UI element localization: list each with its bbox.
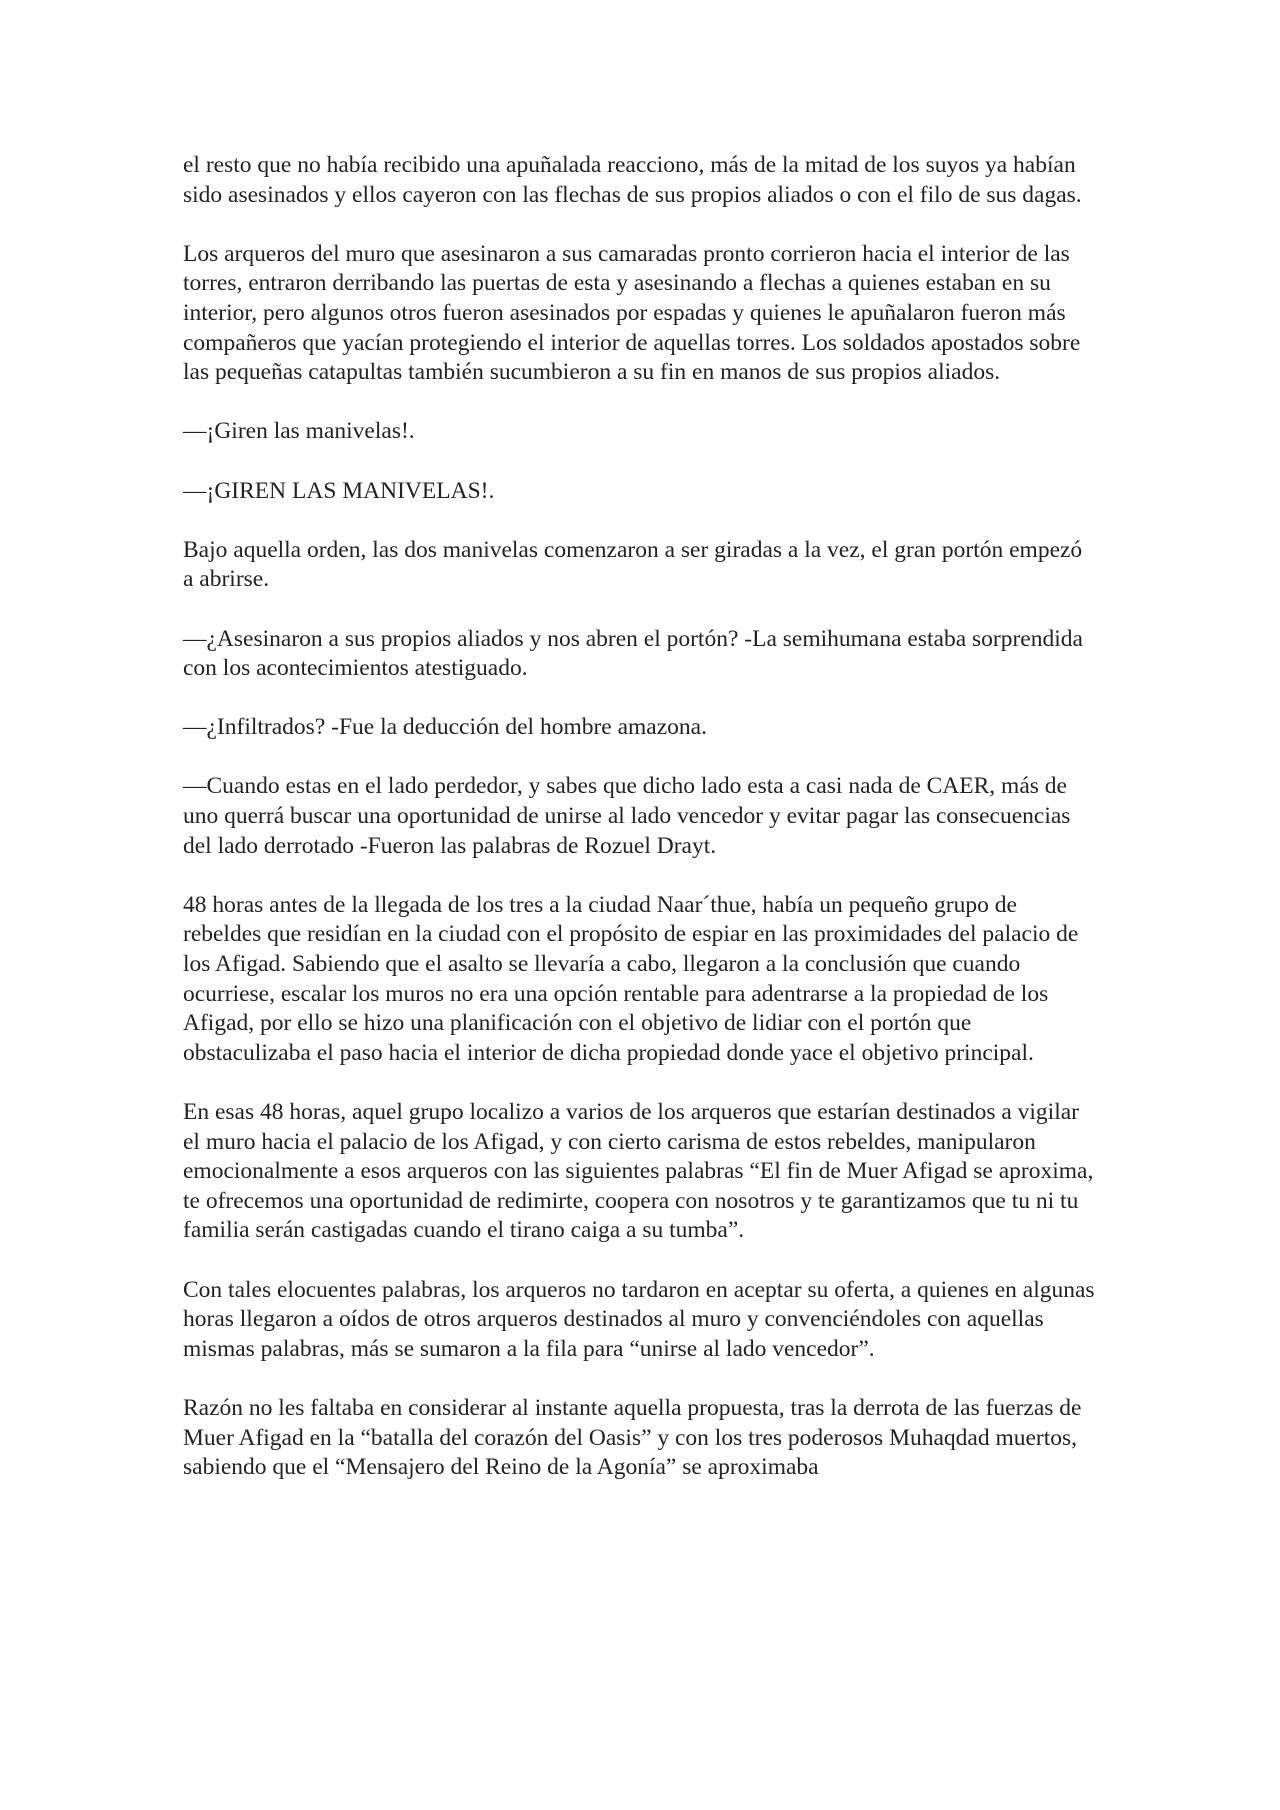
paragraph-1: el resto que no había recibido una apuñalada reacciono, más de la mitad de los suyos ya habían sido asesinados y ellos cayeron con las flechas de sus propios aliados o con el filo de sus dagas. [183,152,1082,208]
dialogue-line-5: —Cuando estas en el lado perdedor, y sabes que dicho lado esta a casi nada de CAER, más de uno querrá buscar una oportunidad de unirse al lado vencedor y evitar pagar las consecuencias del lado derrotado -Fueron las palabras de Rozuel Drayt. [183,773,1071,859]
paragraph-3: Bajo aquella orden, las dos manivelas comenzaron a ser giradas a la vez, el gran portón empezó a abrirse. [183,536,1083,593]
paragraph-4: 48 horas antes de la llegada de los tres a la ciudad Naar´thue, había un pequeño grupo de rebeldes que residían en la ciudad con el propósito de espiar en las proximidades del palacio de los Afigad. Sabiendo que el asalto se llevaría a cabo, llegaron a la conclusión que cuando ocurriese, escalar los muros no era una opción rentable para adentrarse a la propiedad de los Afigad, por ello se hizo una planificación con el objetivo de lidiar con el portón que obstaculizaba el paso hacia el interior de dicha propiedad donde yace el objetivo principal. [183,891,1079,1066]
paragraph-6: Con tales elocuentes palabras, los arqueros no tardaron en aceptar su oferta, a quienes en algunas horas llegaron a oídos de otros arqueros destinados al muro y convenciéndoles con aquellas mismas palabras, más se sumaron a la fila para “unirse al lado vencedor”. [183,1276,1095,1362]
dialogue-line-3: —¿Asesinaron a sus propios aliados y nos abren el portón? -La semihumana estaba sorprendida con los acontecimientos atestiguado. [183,625,1083,682]
document-body [183,151,1095,1483]
dialogue-line-1: —¡Giren las manivelas!. [183,418,415,445]
paragraph-7: Razón no les faltaba en considerar al instante aquella propuesta, tras la derrota de las fuerzas de Muer Afigad en la “batalla del corazón del Oasis” y con los tres poderosos Muhaqdad muertos, sabiendo que el “Mensajero del Reino de la Agonía” se aproximaba [183,1394,1082,1481]
dialogue-line-4: —¿Infiltrados? -Fue la deducción del hombre amazona. [183,714,707,741]
paragraph-5: En esas 48 horas, aquel grupo localizo a varios de los arqueros que estarían destinados a vigilar el muro hacia el palacio de los Afigad, y con cierto carisma de estos rebeldes, manipularon emocionalmente a esos arqueros con las siguientes palabras “El fin de Muer Afigad se aproxima, te ofrecemos una oportunidad de redimirte, coopera con nosotros y te garantizamos que tu ni tu familia serán castigadas cuando el tirano caiga a su tumba”. [183,1099,1094,1244]
paragraph-2: Los arqueros del muro que asesinaron a sus camaradas pronto corrieron hacia el interior de las torres, entraron derribando las puertas de esta y asesinando a flechas a quienes estaban en su interior, pero algunos otros fueron asesinados por espadas y quienes le apuñalaron fueron más compañeros que yacían protegiendo el interior de aquellas torres. Los soldados apostados sobre las pequeñas catapultas también sucumbieron a su fin en manos de sus propios aliados. [183,240,1081,386]
dialogue-line-2: —¡GIREN LAS MANIVELAS!. [183,477,495,504]
